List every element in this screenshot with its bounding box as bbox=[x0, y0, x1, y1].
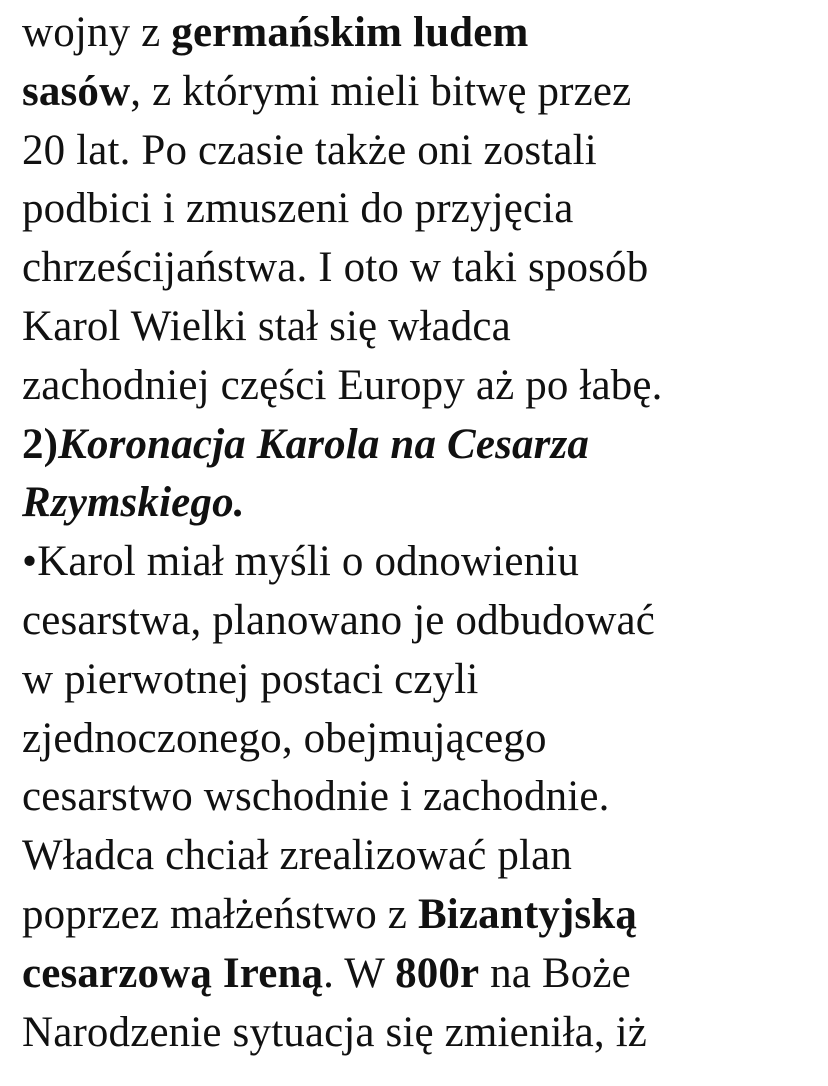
text-run: Karol Wielki stał się władca bbox=[22, 302, 511, 350]
text-run: •Karol miał myśli o odnowieniu bbox=[22, 538, 579, 586]
text-run: poprzez małżeństwo z bbox=[22, 890, 418, 938]
text-run: na Boże bbox=[479, 949, 631, 997]
text-run: wojny z bbox=[22, 9, 172, 56]
text-line bbox=[22, 945, 822, 1004]
document-body bbox=[22, 4, 822, 1062]
text-run: , z którymi mieli bitwę przez bbox=[130, 67, 632, 115]
text-run: 20 lat. Po czasie także oni zostali bbox=[22, 126, 597, 174]
text-line bbox=[22, 63, 822, 122]
bold-text-run: cesarzową Ireną bbox=[22, 949, 324, 997]
text-run: podbici i zmuszeni do przyjęcia bbox=[22, 185, 574, 233]
text-line bbox=[22, 239, 822, 298]
text-line bbox=[22, 122, 822, 181]
text-line bbox=[22, 298, 822, 357]
section-number: 2) bbox=[22, 420, 59, 468]
text-line bbox=[22, 180, 822, 239]
text-line bbox=[22, 651, 822, 710]
text-line bbox=[22, 768, 822, 827]
section-heading bbox=[22, 416, 822, 475]
text-line bbox=[22, 827, 822, 886]
text-run: cesarstwa, planowano je odbudować bbox=[22, 596, 656, 644]
bold-text-run: Bizantyjską bbox=[417, 890, 638, 938]
text-line bbox=[22, 1004, 822, 1063]
text-run: cesarstwo wschodnie i zachodnie. bbox=[22, 773, 610, 821]
text-run: Narodzenie sytuacja się zmieniła, iż bbox=[22, 1008, 648, 1056]
section-title: Rzymskiego. bbox=[22, 479, 245, 527]
text-line bbox=[22, 4, 822, 63]
section-heading-continued bbox=[22, 474, 822, 533]
text-run: w pierwotnej postaci czyli bbox=[22, 655, 479, 703]
text-run: . W bbox=[323, 949, 396, 997]
bold-text-run: germańskim ludem bbox=[171, 9, 529, 56]
bold-text-run: 800r bbox=[395, 949, 480, 997]
bullet-line bbox=[22, 533, 822, 592]
bold-text-run: sasów bbox=[22, 67, 131, 115]
text-line bbox=[22, 886, 822, 945]
text-run: zachodniej części Europy aż po łabę. bbox=[22, 361, 663, 409]
text-run: Władca chciał zrealizować plan bbox=[22, 832, 572, 880]
text-line bbox=[22, 710, 822, 769]
section-title: Koronacja Karola na Cesarza bbox=[58, 420, 590, 468]
text-run: zjednoczonego, obejmującego bbox=[22, 714, 547, 762]
text-line bbox=[22, 357, 822, 416]
text-run: chrześcijaństwa. I oto w taki sposób bbox=[22, 244, 649, 292]
text-line bbox=[22, 592, 822, 651]
